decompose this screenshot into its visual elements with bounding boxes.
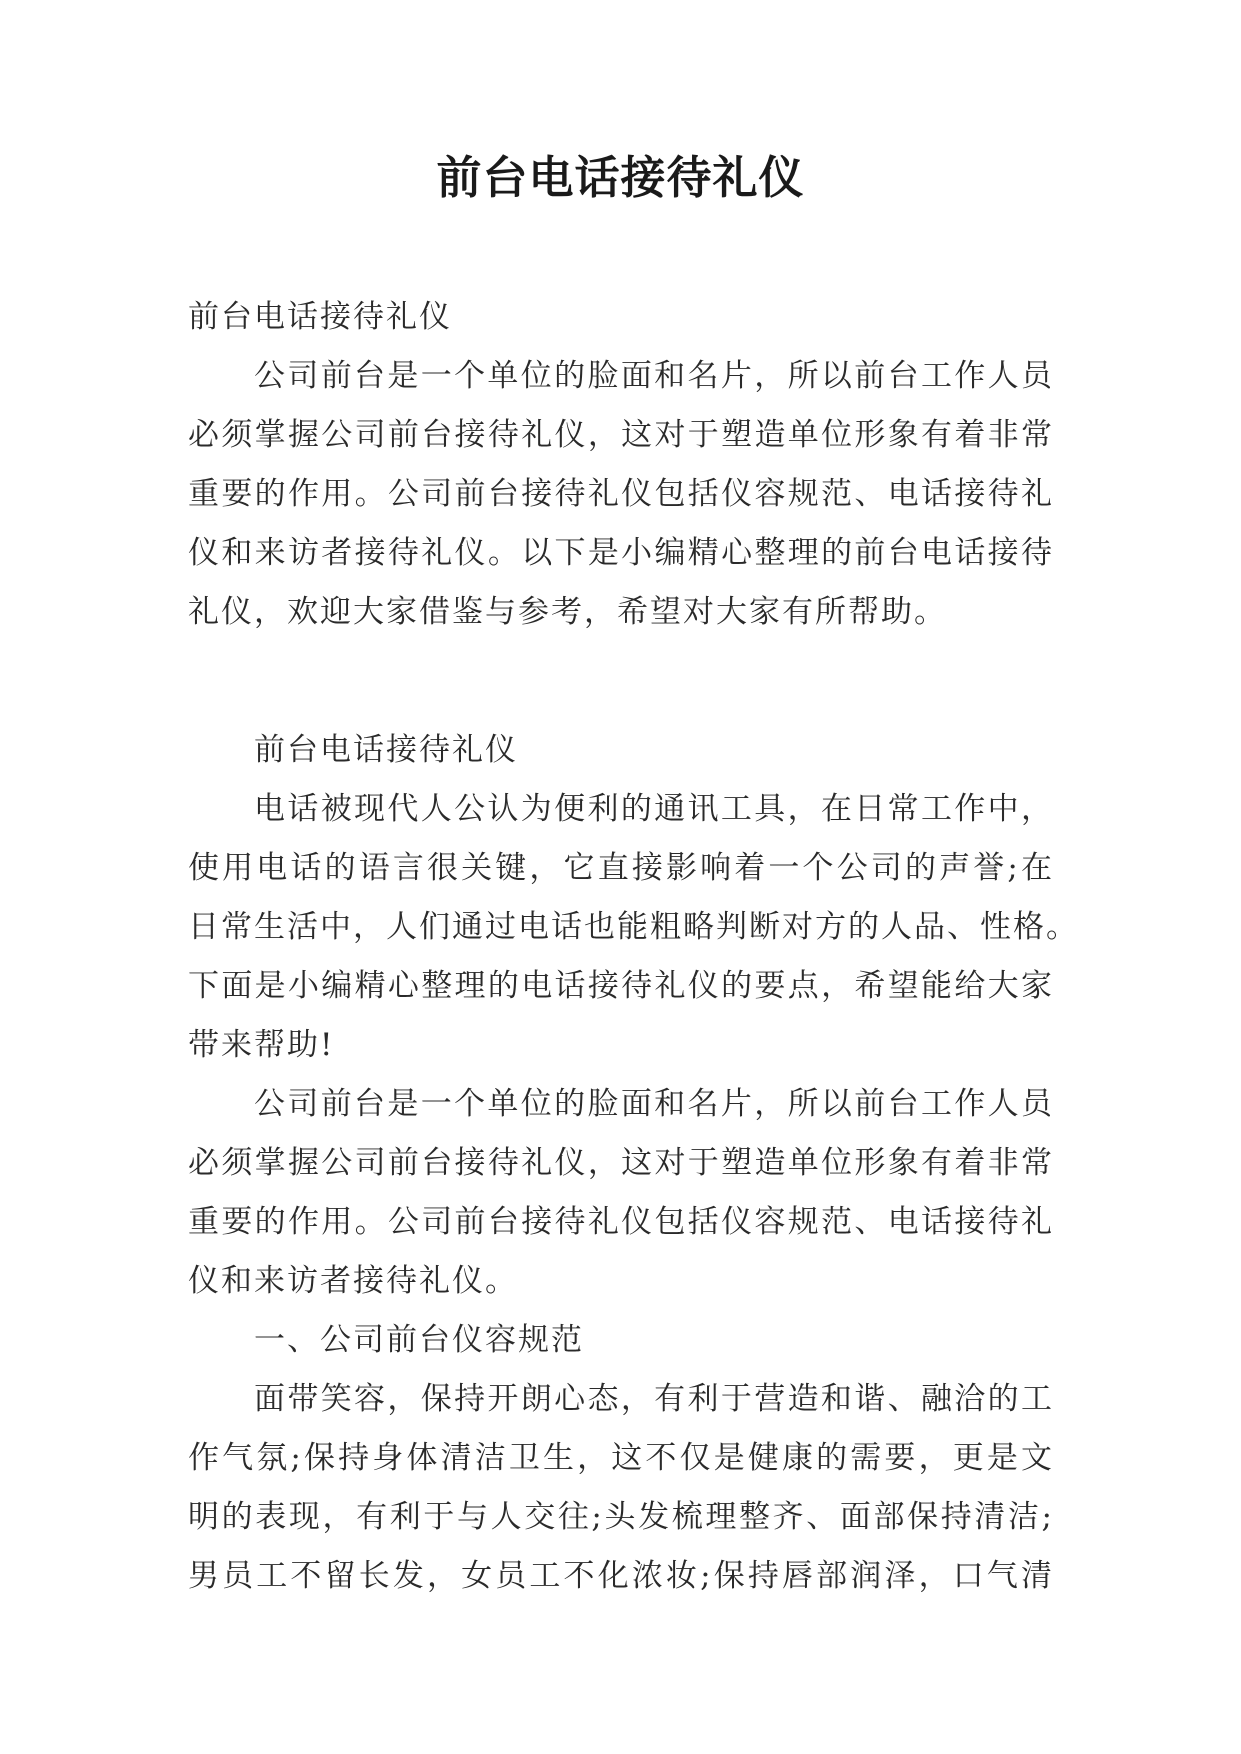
paragraph-line: 必须掌握公司前台接待礼仪，这对于塑造单位形象有着非常 xyxy=(188,417,1054,453)
paragraph-phone-intro xyxy=(188,780,1079,1075)
paragraph-line: 重要的作用。公司前台接待礼仪包括仪容规范、电话接待礼 xyxy=(188,1204,1054,1240)
document-title: 前台电话接待礼仪 xyxy=(436,151,805,204)
paragraph-line: 带来帮助! xyxy=(188,1027,335,1063)
paragraph-line: 公司前台是一个单位的脸面和名片，所以前台工作人员 xyxy=(254,358,1054,394)
paragraph-line: 必须掌握公司前台接待礼仪，这对于塑造单位形象有着非常 xyxy=(188,1145,1054,1181)
intro-paragraph xyxy=(188,347,1054,642)
paragraph-line: 作气氛;保持身体清洁卫生，这不仅是健康的需要，更是文 xyxy=(188,1440,1054,1476)
paragraph-line: 仪和来访者接待礼仪。 xyxy=(188,1263,518,1299)
section-heading: 前台电话接待礼仪 xyxy=(254,732,518,768)
paragraph-line: 重要的作用。公司前台接待礼仪包括仪容规范、电话接待礼 xyxy=(188,476,1054,512)
paragraph-line: 男员工不留长发，女员工不化浓妆;保持唇部润泽，口气清 xyxy=(188,1558,1054,1594)
paragraph-line: 电话被现代人公认为便利的通讯工具，在日常工作中， xyxy=(254,791,1054,827)
item-heading: 一、公司前台仪容规范 xyxy=(254,1322,584,1358)
paragraph-line: 礼仪，欢迎大家借鉴与参考，希望对大家有所帮助。 xyxy=(188,594,947,630)
paragraph-line: 明的表现，有利于与人交往;头发梳理整齐、面部保持清洁; xyxy=(188,1499,1054,1535)
document-body xyxy=(188,288,1079,1606)
paragraph-line: 面带笑容，保持开朗心态，有利于营造和谐、融洽的工 xyxy=(254,1381,1054,1417)
paragraph-line: 下面是小编精心整理的电话接待礼仪的要点，希望能给大家 xyxy=(188,968,1054,1004)
paragraph-line: 使用电话的语言很关键，它直接影响着一个公司的声誉;在 xyxy=(188,850,1054,886)
paragraph-front-desk xyxy=(188,1075,1054,1311)
paragraph-spacer xyxy=(188,642,1054,721)
paragraph-appearance xyxy=(188,1370,1054,1606)
paragraph-line: 日常生活中，人们通过电话也能粗略判断对方的人品、性格。 xyxy=(188,909,1079,945)
document-subtitle: 前台电话接待礼仪 xyxy=(188,299,452,335)
paragraph-line: 公司前台是一个单位的脸面和名片，所以前台工作人员 xyxy=(254,1086,1054,1122)
paragraph-line: 仪和来访者接待礼仪。以下是小编精心整理的前台电话接待 xyxy=(188,535,1054,571)
